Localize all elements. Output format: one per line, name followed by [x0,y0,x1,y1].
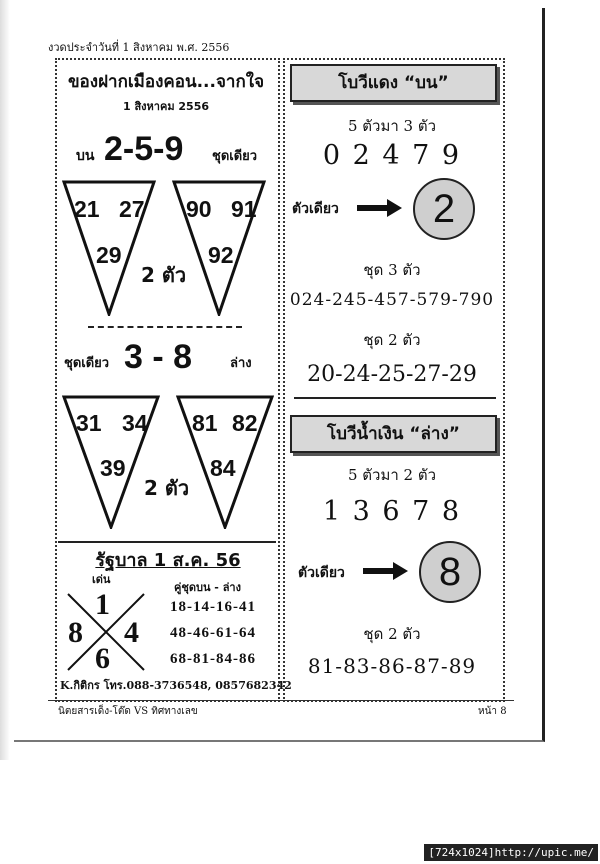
top-sub: 5 ตัวมา 3 ตัว [347,117,437,135]
bottom-set2-value: 81-83-86-87-89 [307,654,477,678]
bottom-digit-set: 1 3 6 7 8 [322,496,462,527]
tri-num: 29 [96,242,122,268]
tri-num: 27 [119,196,145,222]
right-divider [294,397,496,399]
set2-label: ชุด 2 ตัว [363,331,421,349]
gov-lead-label: เด่น [92,573,111,586]
gov-lead-digit: 8 [68,616,83,649]
tri-num: 82 [232,410,258,436]
footer-title: นิตยสารเด็ง-โต๊ด VS ทิศทางเลข [58,706,198,717]
arrow-icon [363,561,409,581]
tri-num: 21 [74,196,100,222]
tri-num: 31 [76,410,102,436]
gov-lead-digit: 1 [95,588,110,621]
set3-label: ชุด 3 ตัว [363,261,421,279]
tri-num: 39 [100,455,126,481]
left-title: ของฝากเมืองคอน...จากใจ [67,72,265,92]
top-digit-set: 0 2 4 7 9 [322,140,462,171]
gov-pair-row: 48-46-61-64 [170,625,256,641]
tri-num: 92 [208,242,234,268]
set3-value: 024-245-457-579-790 [289,290,495,310]
top-two-digit-label: 2 ตัว [141,263,187,287]
tri-num: 81 [192,410,218,436]
top-single-label: ชุดเดียว [212,149,258,164]
bottom-two-digit-label: 2 ตัว [144,476,190,500]
top-single-circle: 2 [413,178,475,240]
tri-num: 91 [231,196,257,222]
gov-title: รัฐบาล 1 ส.ค. 56 [95,550,241,571]
gov-lead-digit: 4 [124,616,139,649]
tri-num: 90 [186,196,212,222]
gov-contact: K.กิติกร โทร.088-3736548, 0857682342 [60,679,292,692]
arrow-icon [357,198,403,218]
scan-shadow [0,0,10,760]
gov-divider [58,541,276,543]
left-date: 1 สิงหาคม 2556 [122,100,210,113]
set2-value: 20-24-25-27-29 [307,362,477,387]
bottom-sub: 5 ตัวมา 2 ตัว [347,466,437,484]
bottom-single-circle: 8 [419,541,481,603]
issue-date: งวดประจำวันที่ 1 สิงหาคม พ.ศ. 2556 [48,41,230,54]
gov-pairs-label: คู่ชุดบน - ล่าง [174,581,241,594]
red-bow-banner: โบวีแดง “บน” [290,64,497,102]
tri-num: 84 [210,455,236,481]
bottom-label: ล่าง [230,356,252,371]
page-number: หน้า 8 [478,706,507,717]
gov-pair-row: 68-81-84-86 [170,651,256,667]
bottom-single-label: ชุดเดียว [64,356,110,371]
watermark: [724x1024]http://upic.me/ [424,844,598,861]
top-digits: 2-5-9 [104,130,184,168]
footer-rule [48,700,514,701]
bottom-set2-label: ชุด 2 ตัว [363,625,421,643]
top-label: บน [76,148,95,164]
tri-num: 34 [122,410,148,436]
single-label: ตัวเดียว [292,201,339,217]
gov-pair-row: 18-14-16-41 [170,599,256,615]
bottom-single-label: ตัวเดียว [298,565,345,581]
gov-lead-digit: 6 [95,642,110,675]
blue-bow-banner: โบวีน้ำเงิน “ล่าง” [290,415,497,453]
dashed-divider [88,326,242,328]
bottom-digits: 3 - 8 [124,338,193,376]
